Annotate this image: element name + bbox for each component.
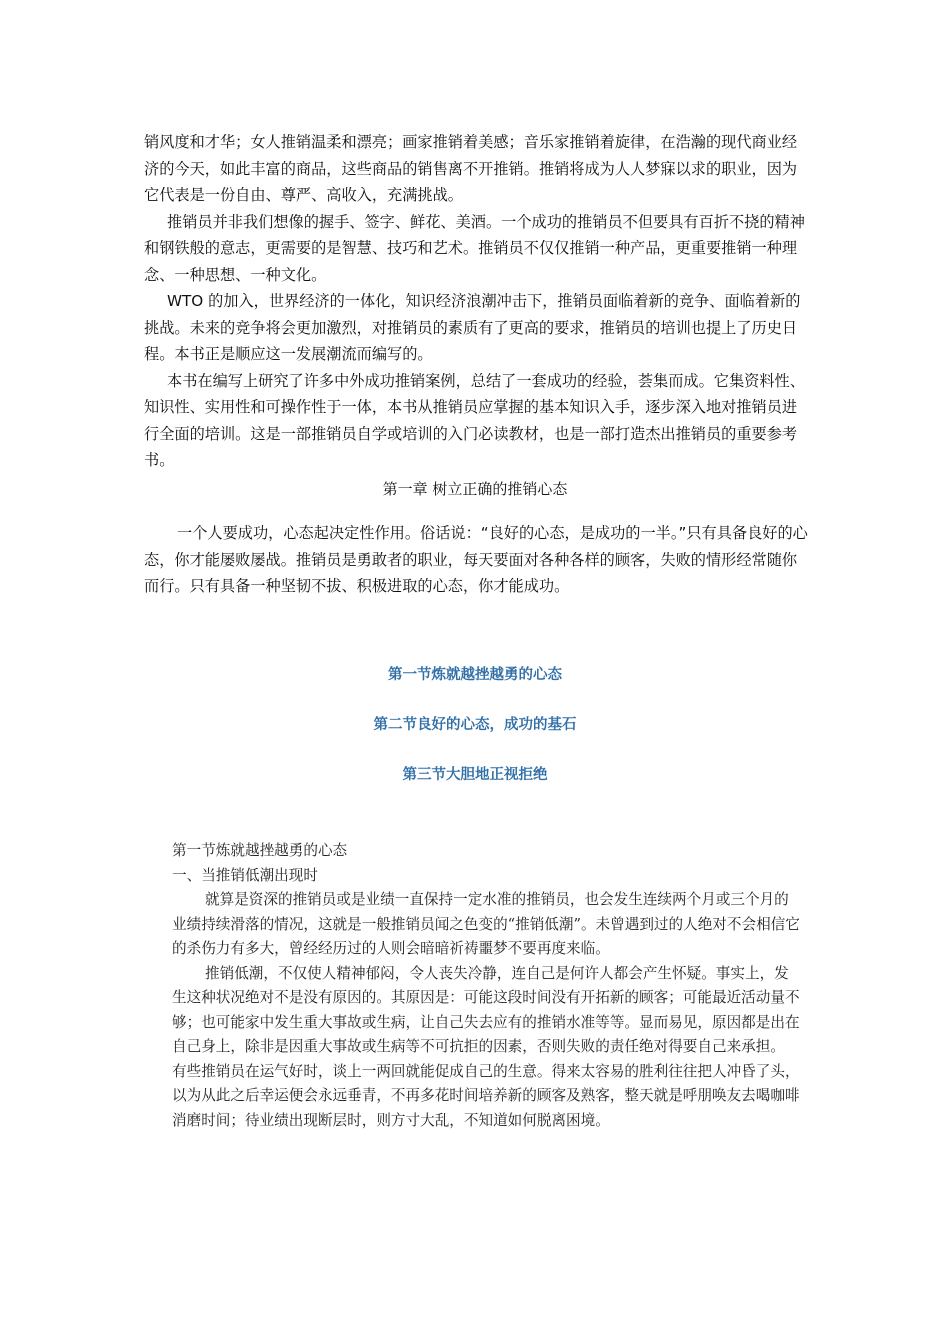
section-paragraph: 就算是资深的推销员或是业绩一直保持一定水准的推销员，也会发生连续两个月或三个月的业绩持续滑落的情况，这就是一般推销员闻之色变的“推销低潮”。未曾遇到过的人绝对不会相信它的杀伤力有多大，曾经经历过的人则会暗暗祈祷噩梦不要再度来临。 xyxy=(172,891,800,957)
section-subheading: 一、当推销低潮出现时 xyxy=(172,866,318,884)
section-body xyxy=(172,839,800,1133)
chapter-intro-paragraph: 一个人要成功，心态起决定性作用。俗话说：“良好的心态，是成功的一半。”只有具备良好的心态，你才能屡败屡战。推销员是勇敢者的职业，每天要面对各种各样的顾客，失败的情形经常随你而行。只有具备一种坚韧不拔、积极进取的心态，你才能成功。 xyxy=(144,524,808,595)
toc-link-section-3[interactable]: 第三节大胆地正视拒绝 xyxy=(402,767,548,783)
toc-link-section-2[interactable]: 第二节良好的心态，成功的基石 xyxy=(373,717,577,733)
preface-paragraph: 本书在编写上研究了许多中外成功推销案例，总结了一套成功的经验，荟集而成。它集资料性、知识性、实用性和可操作性于一体，本书从推销员应掌握的基本知识入手，逐步深入地对推销员进行全面的培训。这是一部推销员自学或培训的入门必读教材，也是一部打造杰出推销员的重要参考书。 xyxy=(144,371,805,469)
section-paragraph: 有些推销员在运气好时，谈上一两回就能促成自己的生意。得来太容易的胜利往往把人冲昏了头，以为从此之后幸运便会永远垂青，不再多花时间培养新的顾客及熟客，整天就是呼朋唤友去喝咖啡消磨时间；待业绩出现断层时，则方寸大乱，不知道如何脱离困境。 xyxy=(172,1062,800,1129)
table-of-contents xyxy=(144,664,806,814)
preface-paragraph: WTO 的加入，世界经济的一体化，知识经济浪潮冲击下，推销员面临着新的竞争、面临着新的挑战。未来的竞争将会更加激烈，对推销员的素质有了更高的要求，推销员的培训也提上了历史日程。本书正是顺应这一发展潮流而编写的。 xyxy=(144,292,801,363)
preface-paragraph: 销风度和才华；女人推销温柔和漂亮；画家推销着美感；音乐家推销着旋律，在浩瀚的现代商业经济的今天，如此丰富的商品，这些商品的销售离不开推销。推销将成为人人梦寐以求的职业，因为它代表是一份自由、尊严、高收入，充满挑战。 xyxy=(144,133,798,204)
preface-paragraph: 推销员并非我们想像的握手、签字、鲜花、美酒。一个成功的推销员不但要具有百折不挠的精神和钢铁般的意志，更需要的是智慧、技巧和艺术。推销员不仅仅推销一种产品，更重要推销一种理念、一种思想、一种文化。 xyxy=(144,212,805,284)
chapter-intro xyxy=(144,520,812,600)
chapter-title: 第一章 树立正确的推销心态 xyxy=(382,480,568,498)
section-paragraph: 推销低潮，不仅使人精神郁闷，令人丧失冷静，连自己是何许人都会产生怀疑。事实上，发生这种状况绝对不是没有原因的。其原因是：可能这段时间没有开拓新的顾客；可能最近活动量不够；也可能家中发生重大事故或生病，让自己失去应有的推销水准等等。显而易见，原因都是出在自己身上，除非是因重大事故或生病等不可抗拒的因素，否则失败的责任绝对得要自己来承担。 xyxy=(172,964,800,1055)
section-heading: 第一节炼就越挫越勇的心态 xyxy=(172,842,348,859)
toc-link-section-1[interactable]: 第一节炼就越挫越勇的心态 xyxy=(388,667,562,683)
preface-text xyxy=(144,129,812,474)
